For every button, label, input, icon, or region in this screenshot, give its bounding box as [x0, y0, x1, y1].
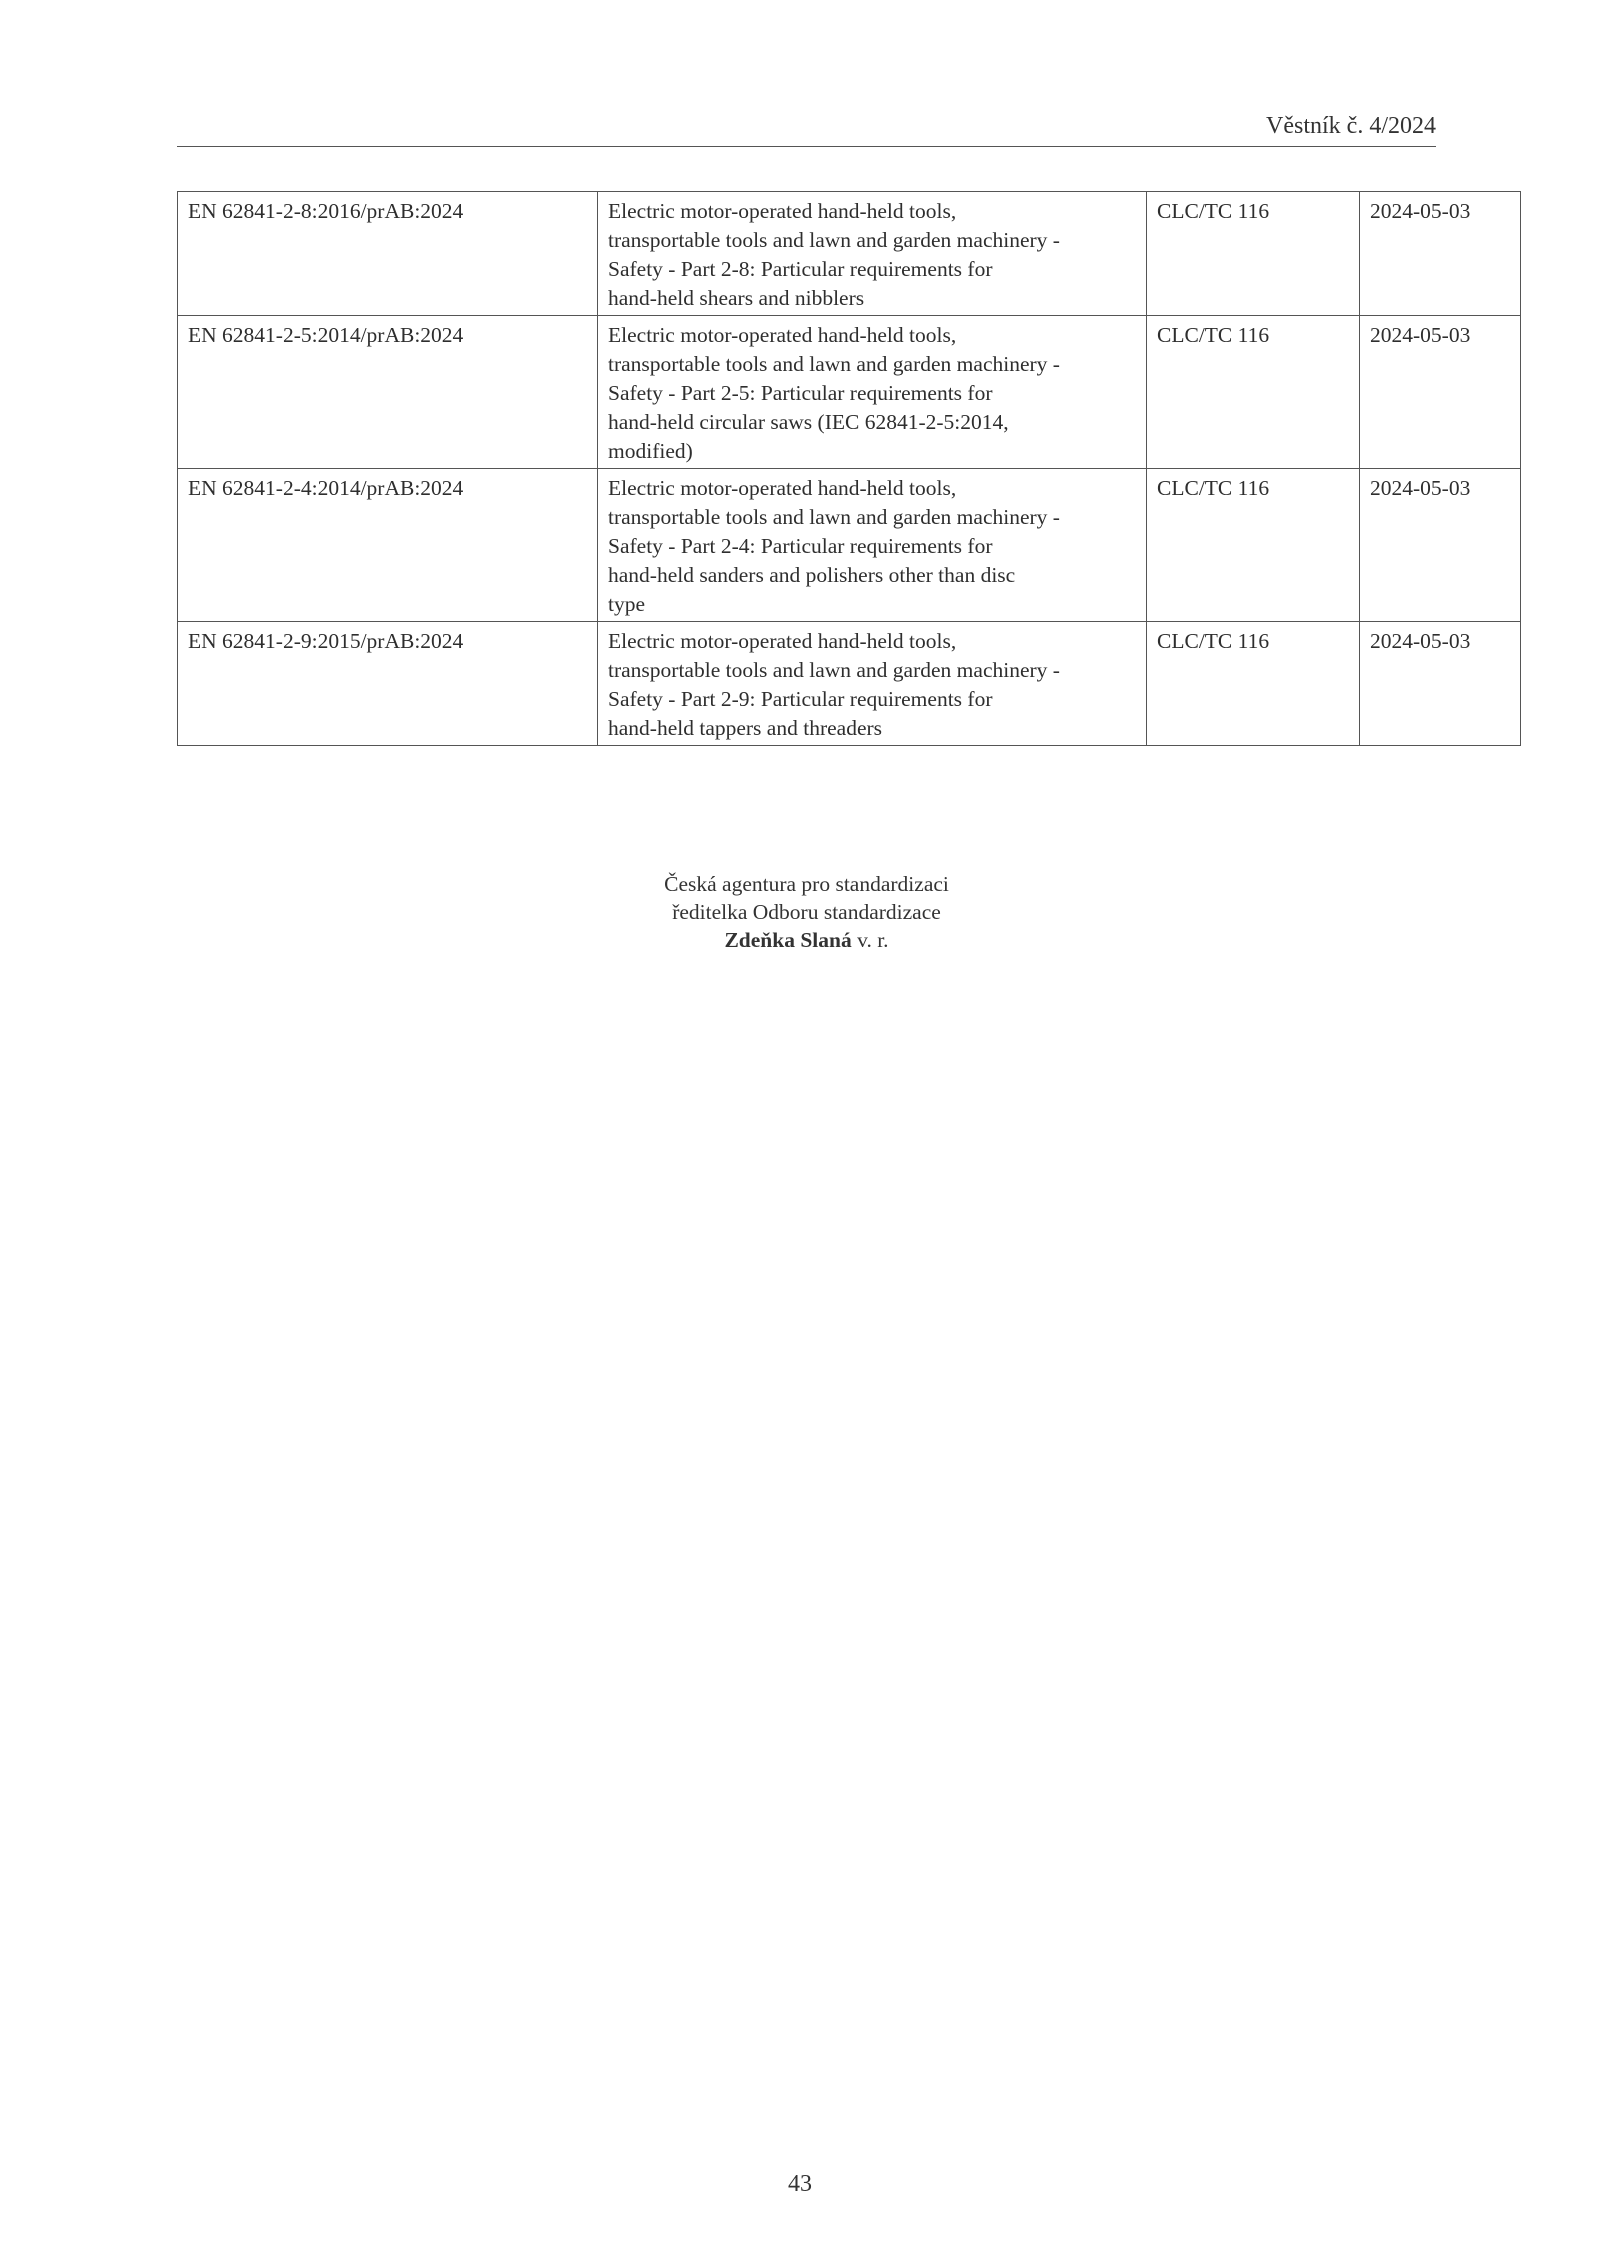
signature-organization: Česká agentura pro standardizaci — [664, 872, 949, 896]
title-line: transportable tools and lawn and garden machinery - — [608, 658, 1060, 682]
standard-title-cell — [598, 469, 1147, 622]
title-line: transportable tools and lawn and garden machinery - — [608, 228, 1060, 252]
committee-cell: CLC/TC 116 — [1147, 316, 1360, 469]
title-line: hand-held circular saws (IEC 62841-2-5:2014, — [608, 410, 1009, 434]
standard-code-cell: EN 62841-2-8:2016/prAB:2024 — [178, 192, 598, 316]
committee-cell: CLC/TC 116 — [1147, 622, 1360, 746]
standards-table — [177, 191, 1521, 746]
title-line: Safety - Part 2-9: Particular requirements for — [608, 687, 993, 711]
standard-title-cell — [598, 192, 1147, 316]
title-line: Electric motor-operated hand-held tools, — [608, 199, 957, 223]
signature-suffix: v. r. — [857, 928, 889, 952]
signature-block — [177, 870, 1436, 954]
title-line: Electric motor-operated hand-held tools, — [608, 323, 957, 347]
title-line: Safety - Part 2-8: Particular requirements for — [608, 257, 993, 281]
date-cell: 2024-05-03 — [1360, 469, 1521, 622]
title-line: Safety - Part 2-5: Particular requirements for — [608, 381, 993, 405]
table-row — [178, 316, 1521, 469]
signature-position: ředitelka Odboru standardizace — [672, 900, 941, 924]
date-cell: 2024-05-03 — [1360, 192, 1521, 316]
page-header — [177, 112, 1436, 147]
standard-code-cell: EN 62841-2-5:2014/prAB:2024 — [178, 316, 598, 469]
title-line: Safety - Part 2-4: Particular requirements for — [608, 534, 993, 558]
title-line: hand-held sanders and polishers other than disc — [608, 563, 1016, 587]
title-line: hand-held tappers and threaders — [608, 716, 883, 740]
date-cell: 2024-05-03 — [1360, 316, 1521, 469]
title-line: type — [608, 592, 646, 616]
standard-code-cell: EN 62841-2-4:2014/prAB:2024 — [178, 469, 598, 622]
standards-table-container — [177, 191, 1471, 746]
table-row — [178, 192, 1521, 316]
committee-cell: CLC/TC 116 — [1147, 192, 1360, 316]
table-row — [178, 469, 1521, 622]
title-line: hand-held shears and nibblers — [608, 286, 865, 310]
title-line: Electric motor-operated hand-held tools, — [608, 476, 957, 500]
title-line: transportable tools and lawn and garden machinery - — [608, 352, 1060, 376]
signatory-name: Zdeňka Slaná — [724, 928, 852, 952]
standard-title-cell — [598, 622, 1147, 746]
date-cell: 2024-05-03 — [1360, 622, 1521, 746]
title-line: modified) — [608, 439, 693, 463]
title-line: transportable tools and lawn and garden machinery - — [608, 505, 1060, 529]
signature-name-line — [177, 926, 1436, 954]
journal-title: Věstník č. 4/2024 — [1266, 113, 1436, 139]
standard-code-cell: EN 62841-2-9:2015/prAB:2024 — [178, 622, 598, 746]
table-row — [178, 622, 1521, 746]
standard-title-cell — [598, 316, 1147, 469]
title-line: Electric motor-operated hand-held tools, — [608, 629, 957, 653]
page-number: 43 — [788, 2171, 812, 2197]
committee-cell: CLC/TC 116 — [1147, 469, 1360, 622]
